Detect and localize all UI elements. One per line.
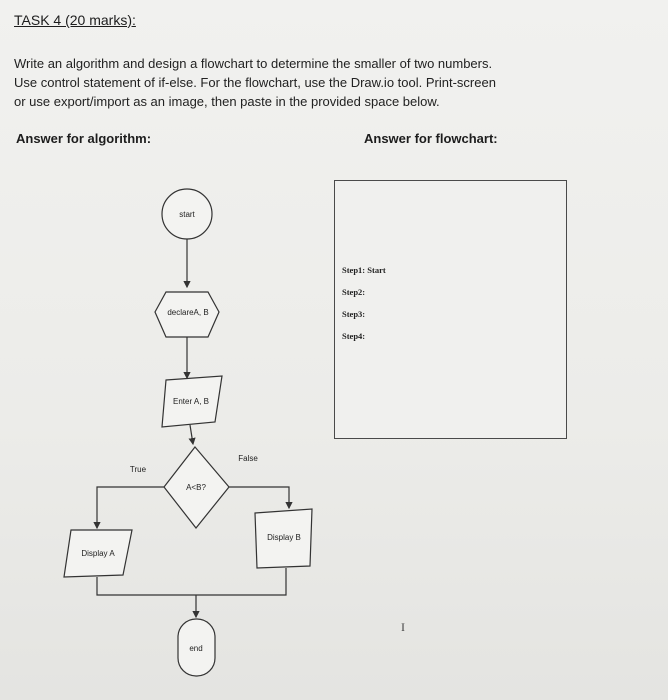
true-branch-line (97, 487, 164, 528)
display-a-label: Display A (81, 549, 115, 558)
merge-line (97, 568, 286, 595)
answer-flowchart-label: Answer for flowchart: (364, 131, 498, 146)
false-label: False (238, 454, 258, 463)
algorithm-steps (342, 265, 386, 353)
declare-label: declareA, B (167, 308, 209, 317)
false-branch-line (229, 487, 289, 508)
end-label: end (189, 644, 203, 653)
true-label: True (129, 465, 147, 474)
start-label: start (179, 210, 195, 219)
decision-label: A<B? (186, 483, 206, 492)
instruction-line: Use control statement of if-else. For the flowchart, use the Draw.io tool. Print-screen (14, 75, 496, 90)
connector (190, 425, 193, 444)
step-line: Step4: (342, 331, 366, 341)
task-title: TASK 4 (20 marks): (14, 12, 136, 28)
enter-label: Enter A, B (172, 397, 210, 406)
answer-algorithm-label: Answer for algorithm: (16, 131, 152, 146)
step-line: Step1: Start (342, 265, 386, 275)
step-line: Step3: (342, 309, 366, 319)
instruction-line: or use export/import as an image, then paste in the provided space below. (14, 94, 440, 109)
step-line: Step2: (342, 287, 366, 297)
text-cursor-icon: I (401, 620, 405, 634)
display-b-label: Display B (267, 533, 301, 542)
instruction-line: Write an algorithm and design a flowchart to determine the smaller of two numbers. (14, 56, 493, 71)
